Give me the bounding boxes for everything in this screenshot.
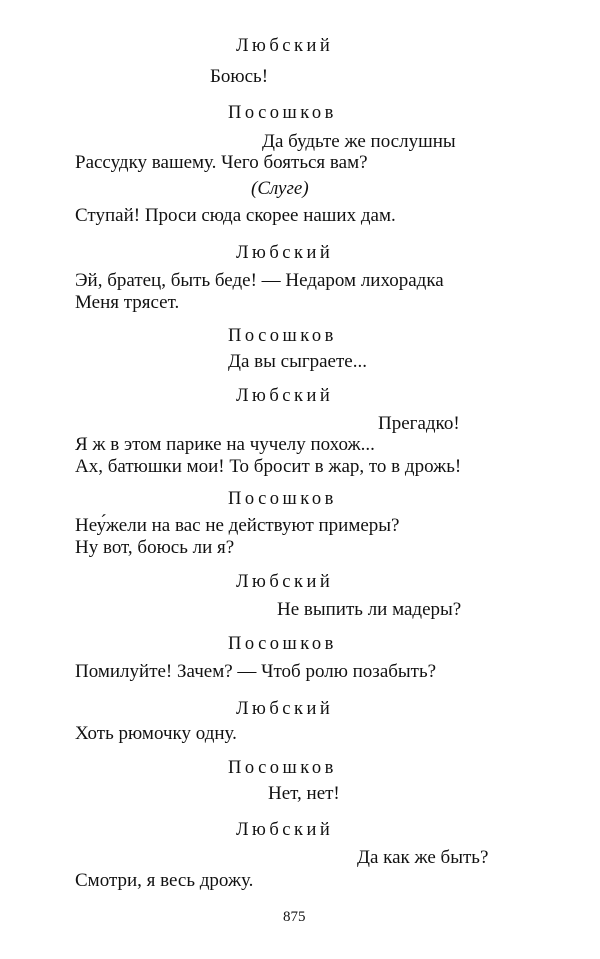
speaker-name: Посошков: [228, 326, 337, 346]
verse-line: Смотри, я весь дрожу.: [75, 870, 254, 891]
verse-line: Да будьте же послушны: [262, 131, 456, 152]
verse-line: Не выпить ли мадеры?: [277, 599, 462, 620]
speaker-name: Любский: [236, 572, 334, 592]
speaker-name: Посошков: [228, 103, 337, 123]
verse-line: Ну вот, боюсь ли я?: [75, 537, 235, 558]
verse-line: Боюсь!: [210, 66, 269, 87]
verse-line: Неу́жели на вас не действуют примеры?: [75, 515, 400, 536]
speaker-name: Любский: [236, 243, 334, 263]
verse-line: Рассудку вашему. Чего бояться вам?: [75, 152, 368, 173]
speaker-name: Посошков: [228, 634, 337, 654]
speaker-name: Любский: [236, 386, 334, 406]
verse-line: Да как же быть?: [357, 847, 489, 868]
verse-line: Прегадко!: [378, 413, 460, 434]
verse-line: Эй, братец, быть беде! — Недаром лихорадка: [75, 270, 444, 291]
page-number: 875: [283, 909, 306, 925]
speaker-name: Посошков: [228, 758, 337, 778]
verse-line: Хоть рюмочку одну.: [75, 723, 237, 744]
speaker-name: Любский: [236, 36, 334, 56]
verse-line: Меня трясет.: [75, 292, 180, 313]
verse-line: Нет, нет!: [268, 783, 340, 804]
verse-line: Помилуйте! Зачем? — Чтоб ролю позабыть?: [75, 661, 437, 682]
verse-line: Ступай! Проси сюда скорее наших дам.: [75, 205, 396, 226]
verse-line: Я ж в этом парике на чучелу похож...: [75, 434, 375, 455]
speaker-name: Любский: [236, 820, 334, 840]
stage-direction: (Слуге): [251, 178, 309, 199]
verse-line: Ах, батюшки мои! То бросит в жар, то в дрожь!: [75, 456, 462, 477]
speaker-name: Любский: [236, 699, 334, 719]
speaker-name: Посошков: [228, 489, 337, 509]
verse-line: Да вы сыграете...: [228, 351, 367, 372]
